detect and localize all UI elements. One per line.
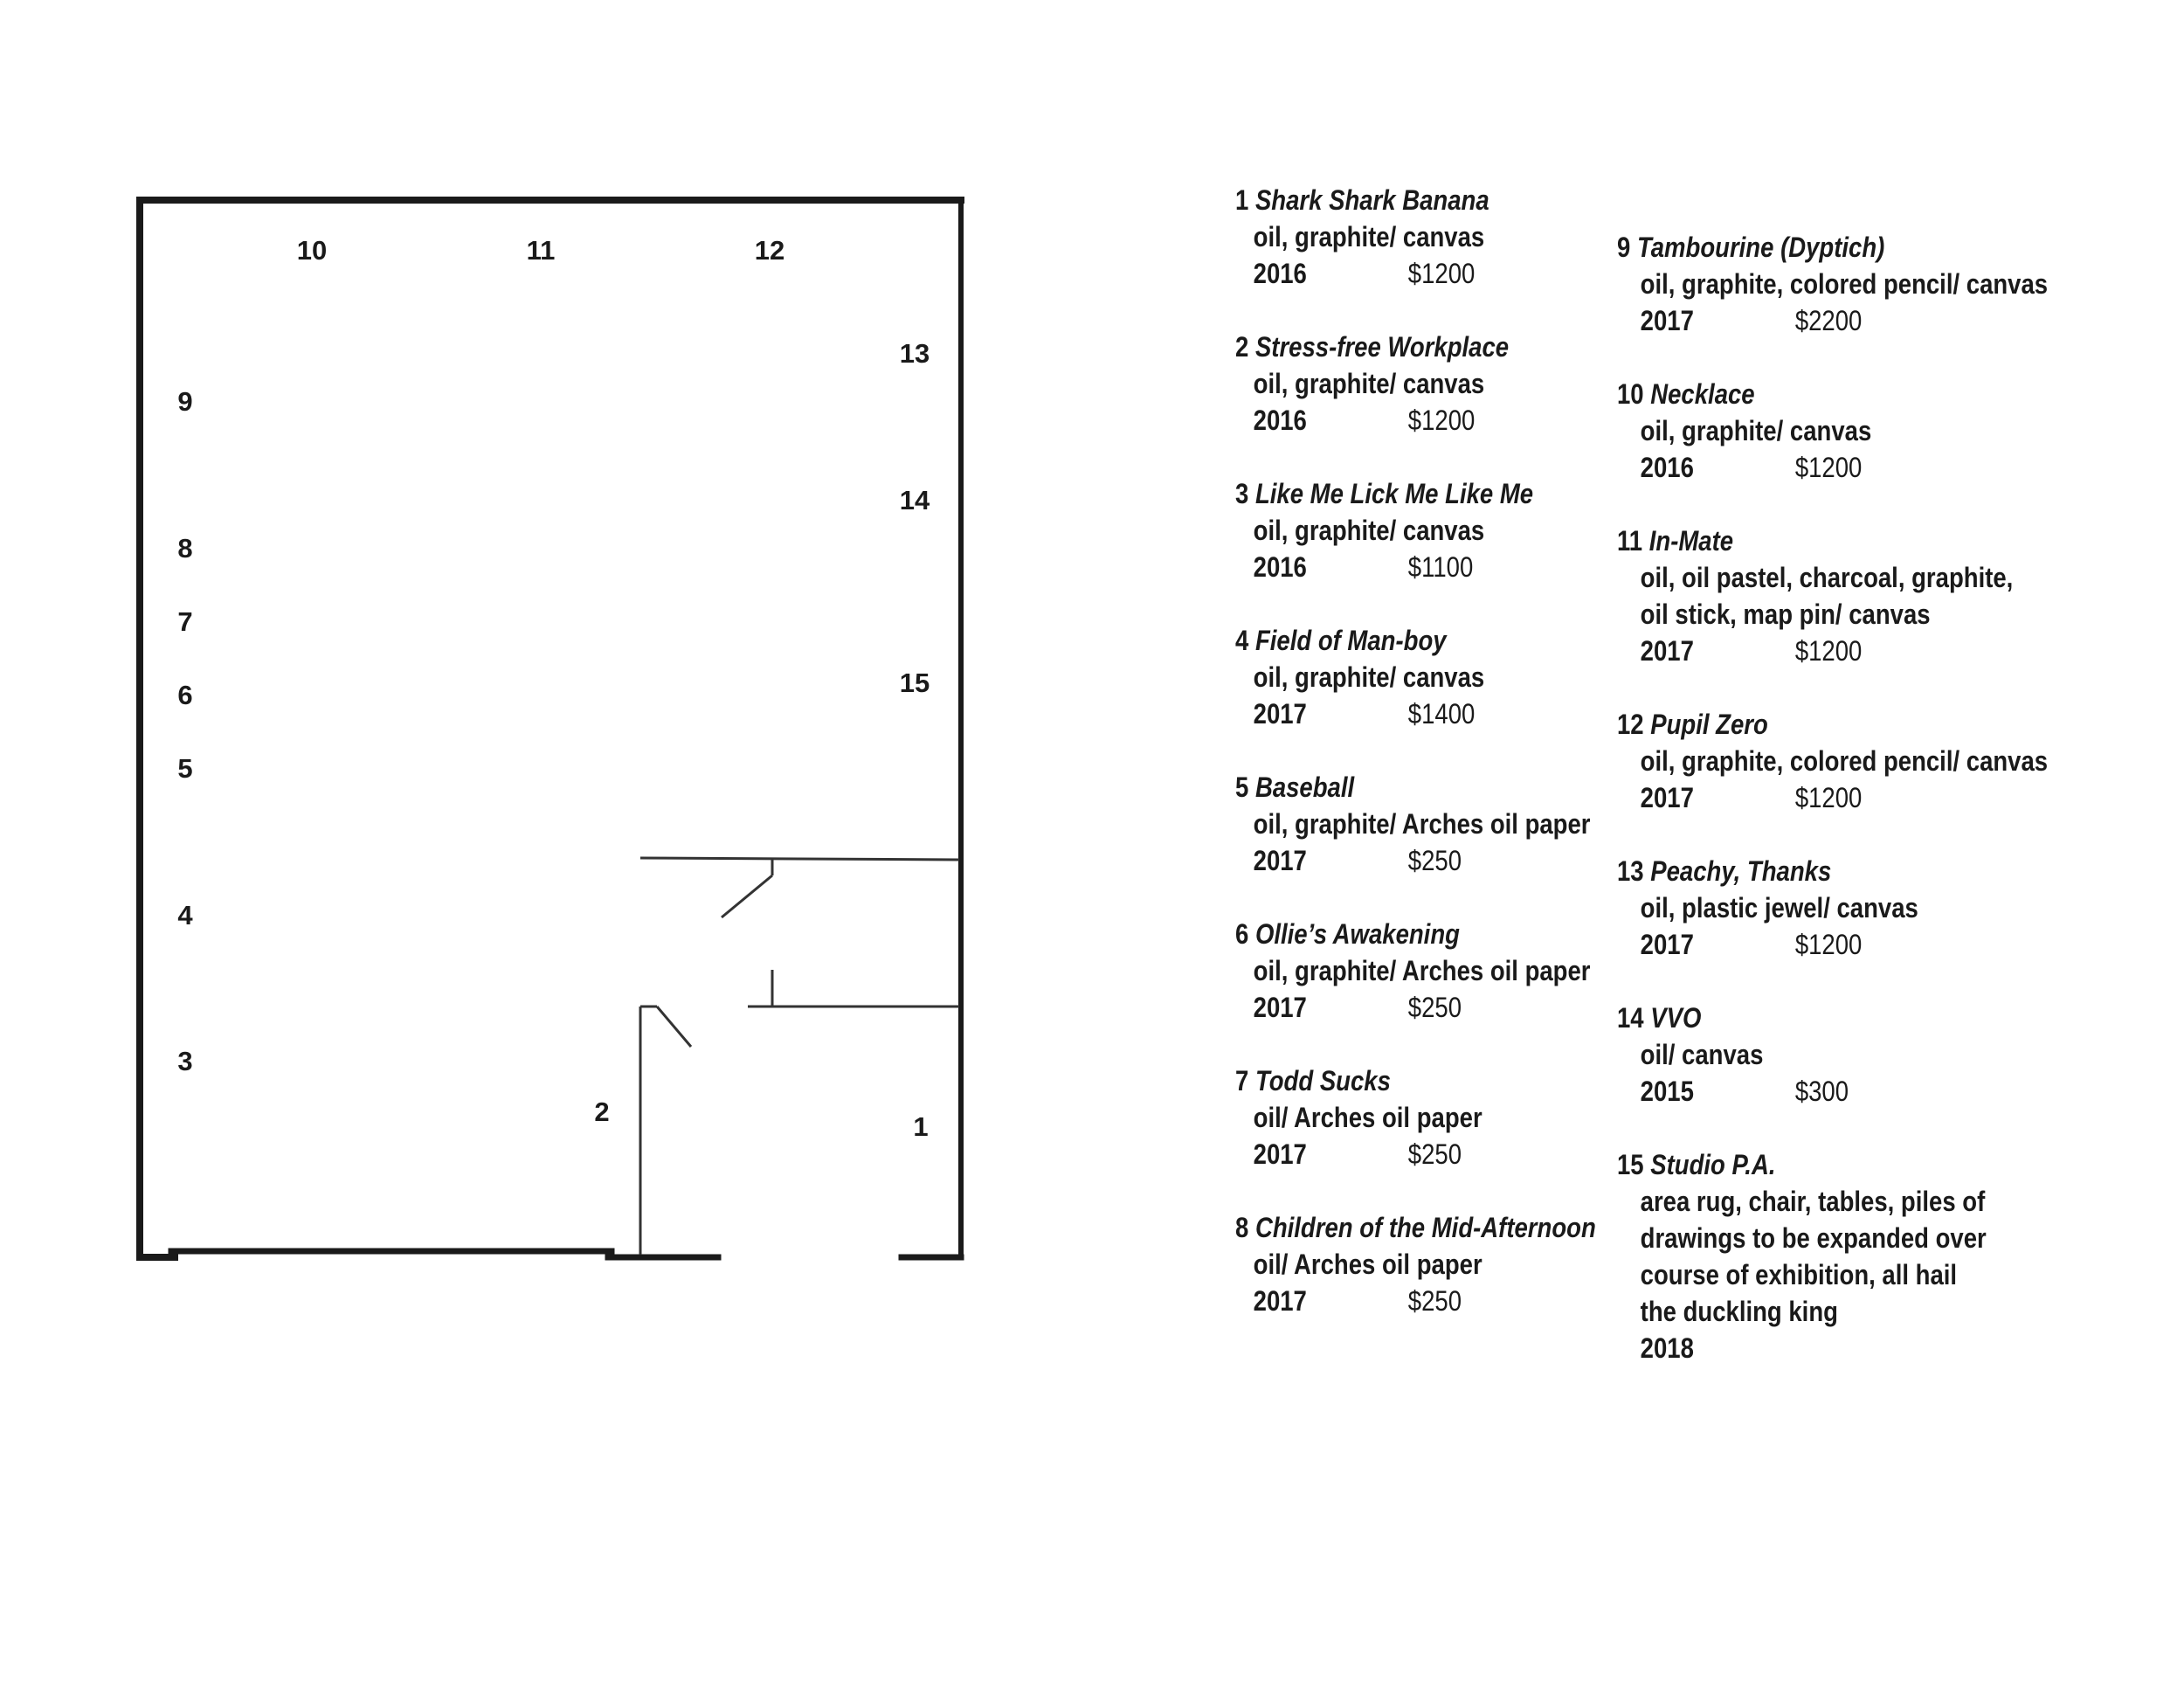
plan-label-9: 9 xyxy=(177,386,193,417)
work-number: 9 xyxy=(1617,232,1631,263)
work-title: Peachy, Thanks xyxy=(1650,855,1832,887)
work-price: $1200 xyxy=(1794,929,1863,960)
work-medium: oil, graphite/ Arches oil paper xyxy=(1253,808,1591,840)
work-price: $1100 xyxy=(1407,551,1474,583)
work-title: VVO xyxy=(1650,1002,1702,1034)
work-title: Pupil Zero xyxy=(1650,709,1768,740)
work-year: 2017 xyxy=(1253,845,1307,876)
work-number: 13 xyxy=(1617,855,1644,887)
work-title: Studio P.A. xyxy=(1650,1149,1776,1180)
work-entry-8 xyxy=(1235,1209,1655,1356)
work-year: 2015 xyxy=(1640,1076,1694,1107)
work-entry-7 xyxy=(1235,1062,1655,1209)
work-title: Ollie’s Awakening xyxy=(1254,918,1460,950)
work-medium: oil, plastic jewel/ canvas xyxy=(1640,892,1918,924)
work-number: 1 xyxy=(1235,184,1249,216)
work-year: 2017 xyxy=(1253,698,1307,730)
work-price: $300 xyxy=(1794,1076,1849,1107)
work-year: 2017 xyxy=(1640,305,1694,336)
work-year: 2016 xyxy=(1640,452,1694,483)
work-year: 2016 xyxy=(1253,551,1307,583)
works-list-left xyxy=(1235,182,1655,1356)
work-medium: oil stick, map pin/ canvas xyxy=(1640,598,1931,630)
work-price: $250 xyxy=(1407,1285,1462,1317)
work-year: 2017 xyxy=(1253,992,1307,1023)
plan-label-12: 12 xyxy=(754,235,785,266)
work-price: $250 xyxy=(1407,992,1462,1023)
plan-label-5: 5 xyxy=(177,753,193,784)
work-medium: area rug, chair, tables, piles of xyxy=(1640,1186,1986,1217)
plan-label-6: 6 xyxy=(177,680,193,710)
plan-label-11: 11 xyxy=(526,235,556,266)
work-entry-9 xyxy=(1617,229,2118,376)
work-year: 2016 xyxy=(1253,258,1307,289)
work-price: $250 xyxy=(1407,845,1462,876)
work-number: 5 xyxy=(1235,771,1249,803)
work-number: 15 xyxy=(1617,1149,1644,1180)
work-entry-12 xyxy=(1617,706,2118,853)
works-list-right xyxy=(1617,229,2118,1364)
work-entry-11 xyxy=(1617,522,2118,706)
work-title: Children of the Mid-Afternoon xyxy=(1254,1212,1596,1243)
work-number: 12 xyxy=(1617,709,1644,740)
work-entry-14 xyxy=(1617,1000,2118,1146)
work-price: $250 xyxy=(1407,1138,1462,1170)
work-medium: oil, graphite, colored pencil/ canvas xyxy=(1640,268,2049,300)
work-entry-10 xyxy=(1617,376,2118,522)
work-price: $2200 xyxy=(1794,305,1863,336)
work-medium: oil, graphite/ canvas xyxy=(1253,515,1485,546)
work-number: 8 xyxy=(1235,1212,1249,1243)
work-number: 11 xyxy=(1617,525,1643,557)
floor-plan xyxy=(0,0,978,1276)
plan-label-1: 1 xyxy=(913,1111,929,1142)
outer-walls xyxy=(140,200,961,1257)
work-year: 2016 xyxy=(1253,405,1307,436)
work-title: Stress-free Workplace xyxy=(1254,331,1510,363)
work-entry-15 xyxy=(1617,1146,2118,1364)
work-entry-2 xyxy=(1235,329,1655,475)
work-year: 2017 xyxy=(1640,782,1694,813)
work-medium: oil, graphite/ Arches oil paper xyxy=(1253,955,1591,986)
work-entry-4 xyxy=(1235,622,1655,769)
work-medium: oil, graphite/ canvas xyxy=(1253,221,1485,253)
work-medium: oil/ canvas xyxy=(1640,1039,1764,1070)
partition-upper xyxy=(640,858,959,860)
door-swing-upper xyxy=(722,875,772,917)
interior-walls xyxy=(640,858,959,1255)
work-year: 2017 xyxy=(1253,1138,1307,1170)
plan-label-8: 8 xyxy=(177,533,193,564)
work-medium: oil, graphite/ canvas xyxy=(1640,415,1872,446)
work-number: 6 xyxy=(1235,918,1249,950)
work-year: 2018 xyxy=(1640,1332,1694,1364)
work-entry-3 xyxy=(1235,475,1655,622)
work-number: 7 xyxy=(1235,1065,1249,1097)
work-entry-1 xyxy=(1235,182,1655,329)
work-title: Baseball xyxy=(1254,771,1355,803)
work-number: 14 xyxy=(1617,1002,1644,1034)
work-price: $1200 xyxy=(1407,258,1476,289)
plan-label-2: 2 xyxy=(594,1097,610,1127)
work-year: 2017 xyxy=(1640,929,1694,960)
work-price: $1400 xyxy=(1407,698,1476,730)
plan-label-4: 4 xyxy=(177,900,193,930)
work-title: Necklace xyxy=(1650,378,1755,410)
work-medium: oil, graphite/ canvas xyxy=(1253,661,1485,693)
work-number: 4 xyxy=(1235,625,1249,656)
work-title: Todd Sucks xyxy=(1254,1065,1391,1097)
work-year: 2017 xyxy=(1253,1285,1307,1317)
work-entry-5 xyxy=(1235,769,1655,916)
work-entry-13 xyxy=(1617,853,2118,1000)
work-entry-6 xyxy=(1235,916,1655,1062)
work-medium: oil, graphite, colored pencil/ canvas xyxy=(1640,745,2049,777)
work-title: Shark Shark Banana xyxy=(1254,184,1489,216)
work-title: Like Me Lick Me Like Me xyxy=(1254,478,1534,509)
work-medium: oil, oil pastel, charcoal, graphite, xyxy=(1640,562,2014,593)
work-number: 2 xyxy=(1235,331,1249,363)
work-title: Tambourine (Dyptich) xyxy=(1636,232,1885,263)
work-number: 3 xyxy=(1235,478,1249,509)
work-price: $1200 xyxy=(1407,405,1476,436)
door-swing-lower xyxy=(657,1007,691,1047)
plan-label-13: 13 xyxy=(899,338,930,369)
work-number: 10 xyxy=(1617,378,1644,410)
work-medium: drawings to be expanded over xyxy=(1640,1222,1987,1254)
work-medium: oil/ Arches oil paper xyxy=(1253,1102,1482,1133)
plan-label-15: 15 xyxy=(899,668,930,698)
work-title: In-Mate xyxy=(1648,525,1734,557)
work-year: 2017 xyxy=(1640,635,1694,667)
work-price: $1200 xyxy=(1794,452,1863,483)
plan-label-14: 14 xyxy=(899,485,930,515)
plan-label-3: 3 xyxy=(177,1046,193,1076)
work-medium: oil, graphite/ canvas xyxy=(1253,368,1485,399)
work-price: $1200 xyxy=(1794,635,1863,667)
work-price: $1200 xyxy=(1794,782,1863,813)
work-medium: course of exhibition, all hail xyxy=(1640,1259,1958,1290)
plan-label-7: 7 xyxy=(177,606,193,637)
work-medium: the duckling king xyxy=(1640,1296,1838,1327)
work-medium: oil/ Arches oil paper xyxy=(1253,1249,1482,1280)
work-title: Field of Man-boy xyxy=(1254,625,1447,656)
plan-label-10: 10 xyxy=(296,235,328,266)
